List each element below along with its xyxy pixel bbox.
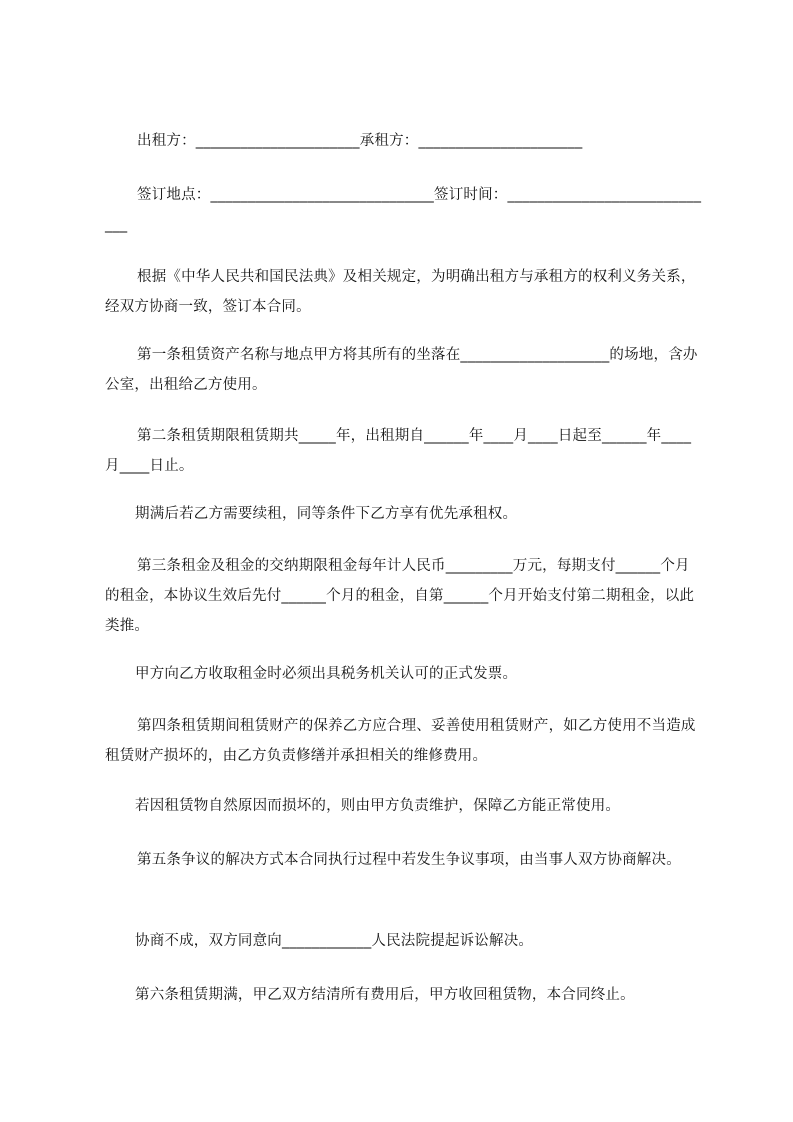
article-6-paragraph: 第六条租赁期满，甲乙双方结清所有费用后，甲方收回租赁物，本合同终止。: [135, 987, 635, 1003]
natural-damage-paragraph: 若因租赁物自然原因而损坏的，则由甲方负责维护，保障乙方能正常使用。: [135, 798, 621, 814]
preamble-paragraph: 根据《中华人民共和国民法典》及相关规定，为明确出租方与承租方的权利义务关系，经双方协商一致，签订本合同。: [105, 269, 696, 315]
article-1-paragraph: 第一条租赁资产名称与地点甲方将其所有的坐落在____________________的场地，含办公室，出租给乙方使用。: [105, 347, 698, 393]
article-5-paragraph: 第五条争议的解决方式本合同执行过程中若发生争议事项，由当事人双方协商解决。: [137, 852, 681, 868]
signing-place-time: 签订地点：______________________________签订时间：_____________________________: [105, 187, 702, 233]
article-4-paragraph: 第四条租赁期间租赁财产的保养乙方应合理、妥善使用租赁财产，如乙方使用不当造成租赁财产损坏的，由乙方负责修缮并承担相关的维修费用。: [105, 718, 696, 764]
parties-line: 出租方：______________________承租方：______________________: [137, 133, 583, 149]
litigation-paragraph: 协商不成，双方同意向____________人民法院提起诉讼解决。: [135, 933, 534, 949]
invoice-paragraph: 甲方向乙方收取租金时必须出具税务机关认可的正式发票。: [135, 666, 518, 682]
article-2-paragraph: 第二条租赁期限租赁期共_____年，出租期自______年____月____日起至______年____月____日止。: [105, 428, 692, 474]
renewal-paragraph: 期满后若乙方需要续租，同等条件下乙方享有优先承租权。: [135, 506, 518, 522]
article-3-paragraph: 第三条租金及租金的交纳期限租金每年计人民币_________万元，每期支付______个月的租金，本协议生效后先付______个月的租金，自第______个月开始支付第二期租金，以此类推。: [105, 558, 695, 634]
